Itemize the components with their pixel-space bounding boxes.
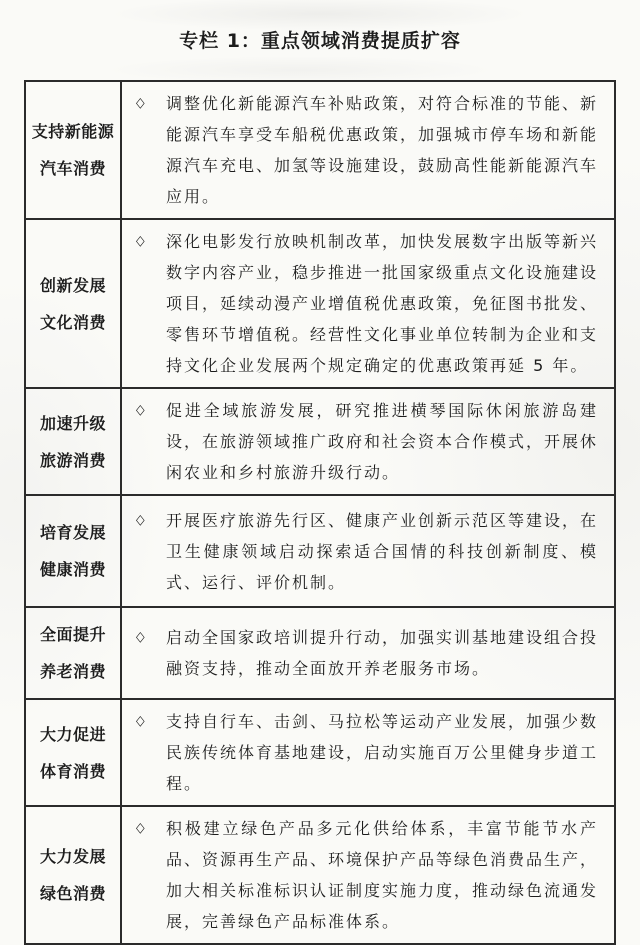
content-text: 启动全国家政培训提升行动，加强实训基地建设组合投融资支持，推动全面放开养老服务市场。 [166, 628, 599, 678]
category-cell [25, 495, 121, 607]
content-text: 积极建立绿色产品多元化供给体系，丰富节能节水产品、资源再生产品、环境保护产品等绿色消费品生产，加大相关标准标识认证制度实施力度，推动绿色流通发展，完善绿色产品标准体系。 [166, 819, 599, 931]
category-cell [25, 81, 121, 219]
category-cell [25, 806, 121, 944]
diamond-bullet-icon: ◇ [136, 233, 145, 249]
category-line: 全面提升 [39, 625, 106, 644]
category-line: 支持新能源 [31, 122, 115, 141]
diamond-bullet-icon: ◇ [136, 511, 145, 528]
category-line: 文化消费 [39, 312, 106, 332]
category-cell [25, 699, 121, 806]
content-cell [121, 388, 615, 495]
content-cell [121, 219, 615, 388]
table-row [25, 388, 615, 495]
category-cell [25, 388, 121, 495]
category-line: 绿色消费 [39, 884, 106, 903]
feature-box-table [24, 80, 616, 945]
category-line: 培育发展 [39, 523, 106, 542]
table-row [25, 219, 615, 388]
category-line: 大力发展 [39, 847, 106, 866]
content-text: 支持自行车、击剑、马拉松等运动产业发展，加强少数民族传统体育基地建设，启动实施百万公里健身步道工程。 [166, 712, 599, 793]
table-row [25, 607, 615, 699]
page-title: 专栏 1：重点领域消费提质扩容 [179, 30, 461, 52]
category-line: 创新发展 [39, 275, 106, 295]
diamond-bullet-icon: ◇ [136, 713, 145, 729]
table-row [25, 806, 615, 944]
category-line: 旅游消费 [39, 450, 106, 470]
category-line: 养老消费 [39, 662, 106, 681]
content-cell [121, 607, 615, 699]
content-cell [121, 81, 615, 219]
diamond-bullet-icon: ◇ [136, 95, 145, 111]
content-text: 促进全域旅游发展，研究推进横琴国际休闲旅游岛建设，在旅游领域推广政府和社会资本合作模式，开展休闲农业和乡村旅游升级行动。 [166, 401, 599, 482]
content-text: 深化电影发行放映机制改革，加快发展数字出版等新兴数字内容产业，稳步推进一批国家级重点文化设施建设项目，延续动漫产业增值税优惠政策，免征图书批发、零售环节增值税。经营性文化事业单位转制为企业和支持文化企业发展两个规定确定的优惠政策再延 5 年。 [166, 232, 599, 375]
category-line: 大力促进 [39, 724, 106, 744]
table-row [25, 495, 615, 607]
content-cell [121, 495, 615, 607]
content-cell [121, 699, 615, 806]
content-text: 开展医疗旅游先行区、健康产业创新示范区等建设，在卫生健康领域启动探索适合国情的科技创新制度、模式、运行、评价机制。 [166, 510, 599, 592]
diamond-bullet-icon: ◇ [136, 629, 145, 645]
category-cell [25, 607, 121, 699]
category-line: 健康消费 [39, 560, 106, 579]
table-row [25, 699, 615, 806]
diamond-bullet-icon: ◇ [136, 402, 145, 418]
category-line: 汽车消费 [39, 159, 106, 178]
content-cell [121, 806, 615, 944]
content-text: 调整优化新能源汽车补贴政策，对符合标准的节能、新能源汽车享受车船税优惠政策，加强城市停车场和新能源汽车充电、加氢等设施建设，鼓励高性能新能源汽车应用。 [166, 94, 599, 206]
category-cell [25, 219, 121, 388]
table-row [25, 81, 615, 219]
diamond-bullet-icon: ◇ [136, 820, 145, 836]
category-line: 体育消费 [39, 761, 106, 781]
category-line: 加速升级 [39, 413, 106, 433]
